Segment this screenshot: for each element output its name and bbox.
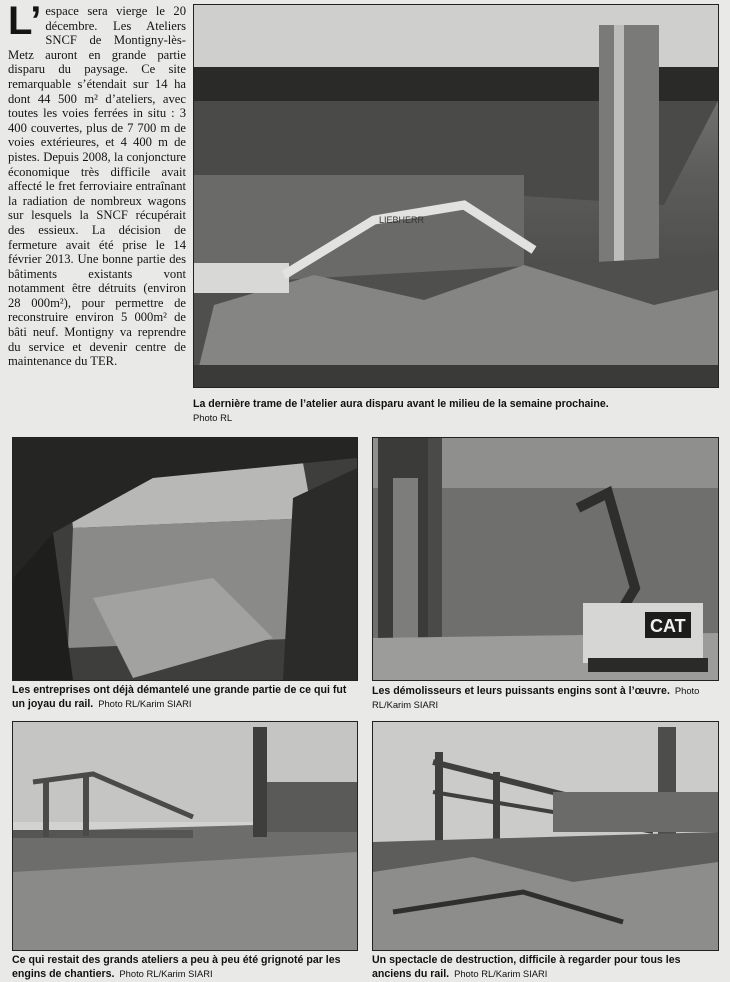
main-machine-label: LIEBHERR	[379, 215, 425, 225]
photo-2-credit: Photo RL/Karim SIARI	[372, 685, 700, 710]
photo-remaining-workshops	[12, 721, 358, 951]
photo-3-caption	[12, 954, 356, 981]
photo-4-caption-text: Un spectacle de destruction, difficile à regarder pour tous les anciens du rail.	[372, 954, 681, 980]
photo-4-credit: Photo RL/Karim SIARI	[454, 968, 548, 979]
main-photo-illustration	[194, 5, 718, 387]
drop-cap: L’	[8, 0, 42, 43]
article-paragraph: espace sera vierge le 20 décembre. Les Ateliers SNCF de Montigny-lès-Metz auront en grande partie disparu du paysage. Ce site remarquable s’étendait sur 14 ha dont 44 500 m² d’ateliers, avec toutes les voies ferrées in situ : 3 400 couvertes, plus de 7 700 m de voies extérieures, et 4 400 m de pistes. Depuis 2008, la conjoncture économique très difficile avait affecté le fret ferroviaire entraînant la radiation de nombreux wagons sur lesquels la SNCF récupérait des essieux. La décision de fermeture avait été prise le 14 février 2013. Une bonne partie des bâtiments existants vont notamment être détruits (environ 28 000m²), pour permettre de reconstruire environ 5 000m² de bâti neuf. Montigny va reprendre du service et devenir centre de maintenance du TER.	[8, 4, 186, 369]
photo-1-caption	[12, 684, 356, 711]
photo-4-illustration	[373, 722, 718, 950]
photo-4-caption	[372, 954, 717, 981]
photo-1-caption-text: Les entreprises ont déjà démantelé une grande partie de ce qui fut un joyau du rail.	[12, 684, 347, 710]
photo-3-caption-text: Ce qui restait des grands ateliers a peu à peu été grignoté par les engins de chantiers.	[12, 954, 341, 980]
photo-1-credit: Photo RL/Karim SIARI	[98, 698, 192, 709]
photo-excavator	[372, 437, 719, 681]
photo-interior-demolition	[12, 437, 358, 681]
main-photo-caption	[193, 398, 717, 424]
main-photo	[193, 4, 719, 388]
photo-2-caption	[372, 684, 717, 712]
photo-3-illustration	[13, 722, 357, 950]
photo-2-caption-text: Les démolisseurs et leurs puissants engins sont à l’œuvre.	[372, 685, 670, 697]
photo-destruction	[372, 721, 719, 951]
photo-2-illustration	[373, 438, 718, 680]
photo-3-credit: Photo RL/Karim SIARI	[119, 968, 213, 979]
main-caption-text: La dernière trame de l’atelier aura disparu avant le milieu de la semaine prochaine.	[193, 398, 609, 410]
article-body	[8, 0, 186, 369]
photo-1-illustration	[13, 438, 357, 680]
main-photo-credit: Photo RL	[193, 412, 233, 423]
excavator-brand-label: CAT	[650, 616, 686, 636]
